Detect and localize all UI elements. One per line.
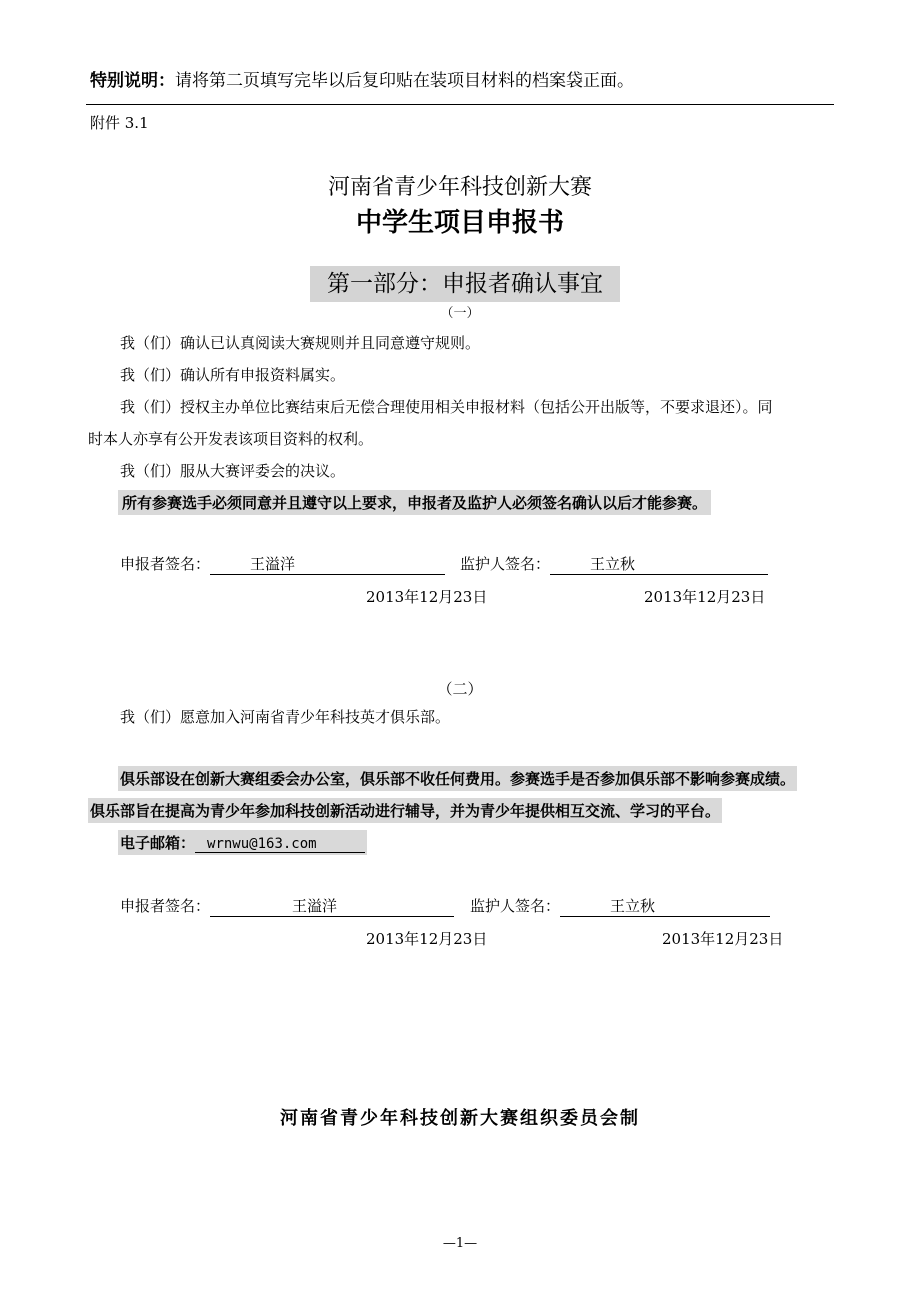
part-title: 第一部分：申报者确认事宜 (310, 266, 620, 302)
section1-paragraph: 我（们）服从大赛评委会的决议。 (120, 462, 346, 480)
guardian-label: 监护人签名： (460, 555, 551, 573)
header-divider (86, 104, 834, 105)
email-value: wrnwu@163.com (195, 836, 365, 853)
attachment-label: 附件 3.1 (90, 114, 149, 132)
section1-paragraph: 时本人亦享有公开发表该项目资料的权利。 (88, 430, 374, 448)
footer-organizer: 河南省青少年科技创新大赛组织委员会制 (280, 1108, 640, 1129)
email-label: 电子邮箱： (120, 834, 196, 852)
special-note (90, 66, 634, 91)
section2-guardian-signature (470, 895, 770, 917)
applicant-name: 王溢洋 (210, 553, 445, 575)
title-line2: 中学生项目申报书 (355, 208, 564, 238)
section1-paragraph: 我（们）确认已认真阅读大赛规则并且同意遵守规则。 (120, 334, 481, 352)
section2-paragraph: 我（们）愿意加入河南省青少年科技英才俱乐部。 (120, 708, 451, 726)
applicant-label: 申报者签名： (120, 897, 211, 915)
page-number: —1— (442, 1236, 478, 1251)
applicant-name: 王溢洋 (210, 895, 454, 917)
section1-highlight: 所有参赛选手必须同意并且遵守以上要求，申报者及监护人必须签名确认以后才能参赛。 (118, 490, 711, 515)
section1-label: （一） (440, 306, 480, 321)
guardian-name: 王立秋 (550, 553, 768, 575)
note-text: 请将第二页填写完毕以后复印贴在装项目材料的档案袋正面。 (175, 71, 634, 91)
email-row (118, 830, 367, 855)
guardian-name: 王立秋 (560, 895, 770, 917)
section1-paragraph: 我（们）授权主办单位比赛结束后无偿合理使用相关申报材料（包括公开出版等，不要求退还）。同 (120, 398, 773, 416)
applicant-label: 申报者签名： (120, 555, 211, 573)
section2-highlight-1: 俱乐部设在创新大赛组委会办公室，俱乐部不收任何费用。参赛选手是否参加俱乐部不影响参赛成绩。 (118, 766, 797, 791)
section1-guardian-signature (460, 553, 768, 575)
section1-paragraph: 我（们）确认所有申报资料属实。 (120, 366, 346, 384)
title-line1: 河南省青少年科技创新大赛 (327, 175, 592, 200)
section2-label: （二） (437, 680, 483, 698)
section2-applicant-signature (120, 895, 454, 917)
section1-applicant-signature (120, 553, 445, 575)
section2-date-applicant: 2013年12月23日 (366, 930, 488, 948)
section2-date-guardian: 2013年12月23日 (662, 930, 784, 948)
note-label: 特别说明： (90, 71, 175, 91)
section1-date-applicant: 2013年12月23日 (366, 588, 488, 606)
section2-highlight-2: 俱乐部旨在提高为青少年参加科技创新活动进行辅导，并为青少年提供相互交流、学习的平台。 (88, 798, 722, 823)
section1-date-guardian: 2013年12月23日 (644, 588, 766, 606)
guardian-label: 监护人签名： (470, 897, 561, 915)
